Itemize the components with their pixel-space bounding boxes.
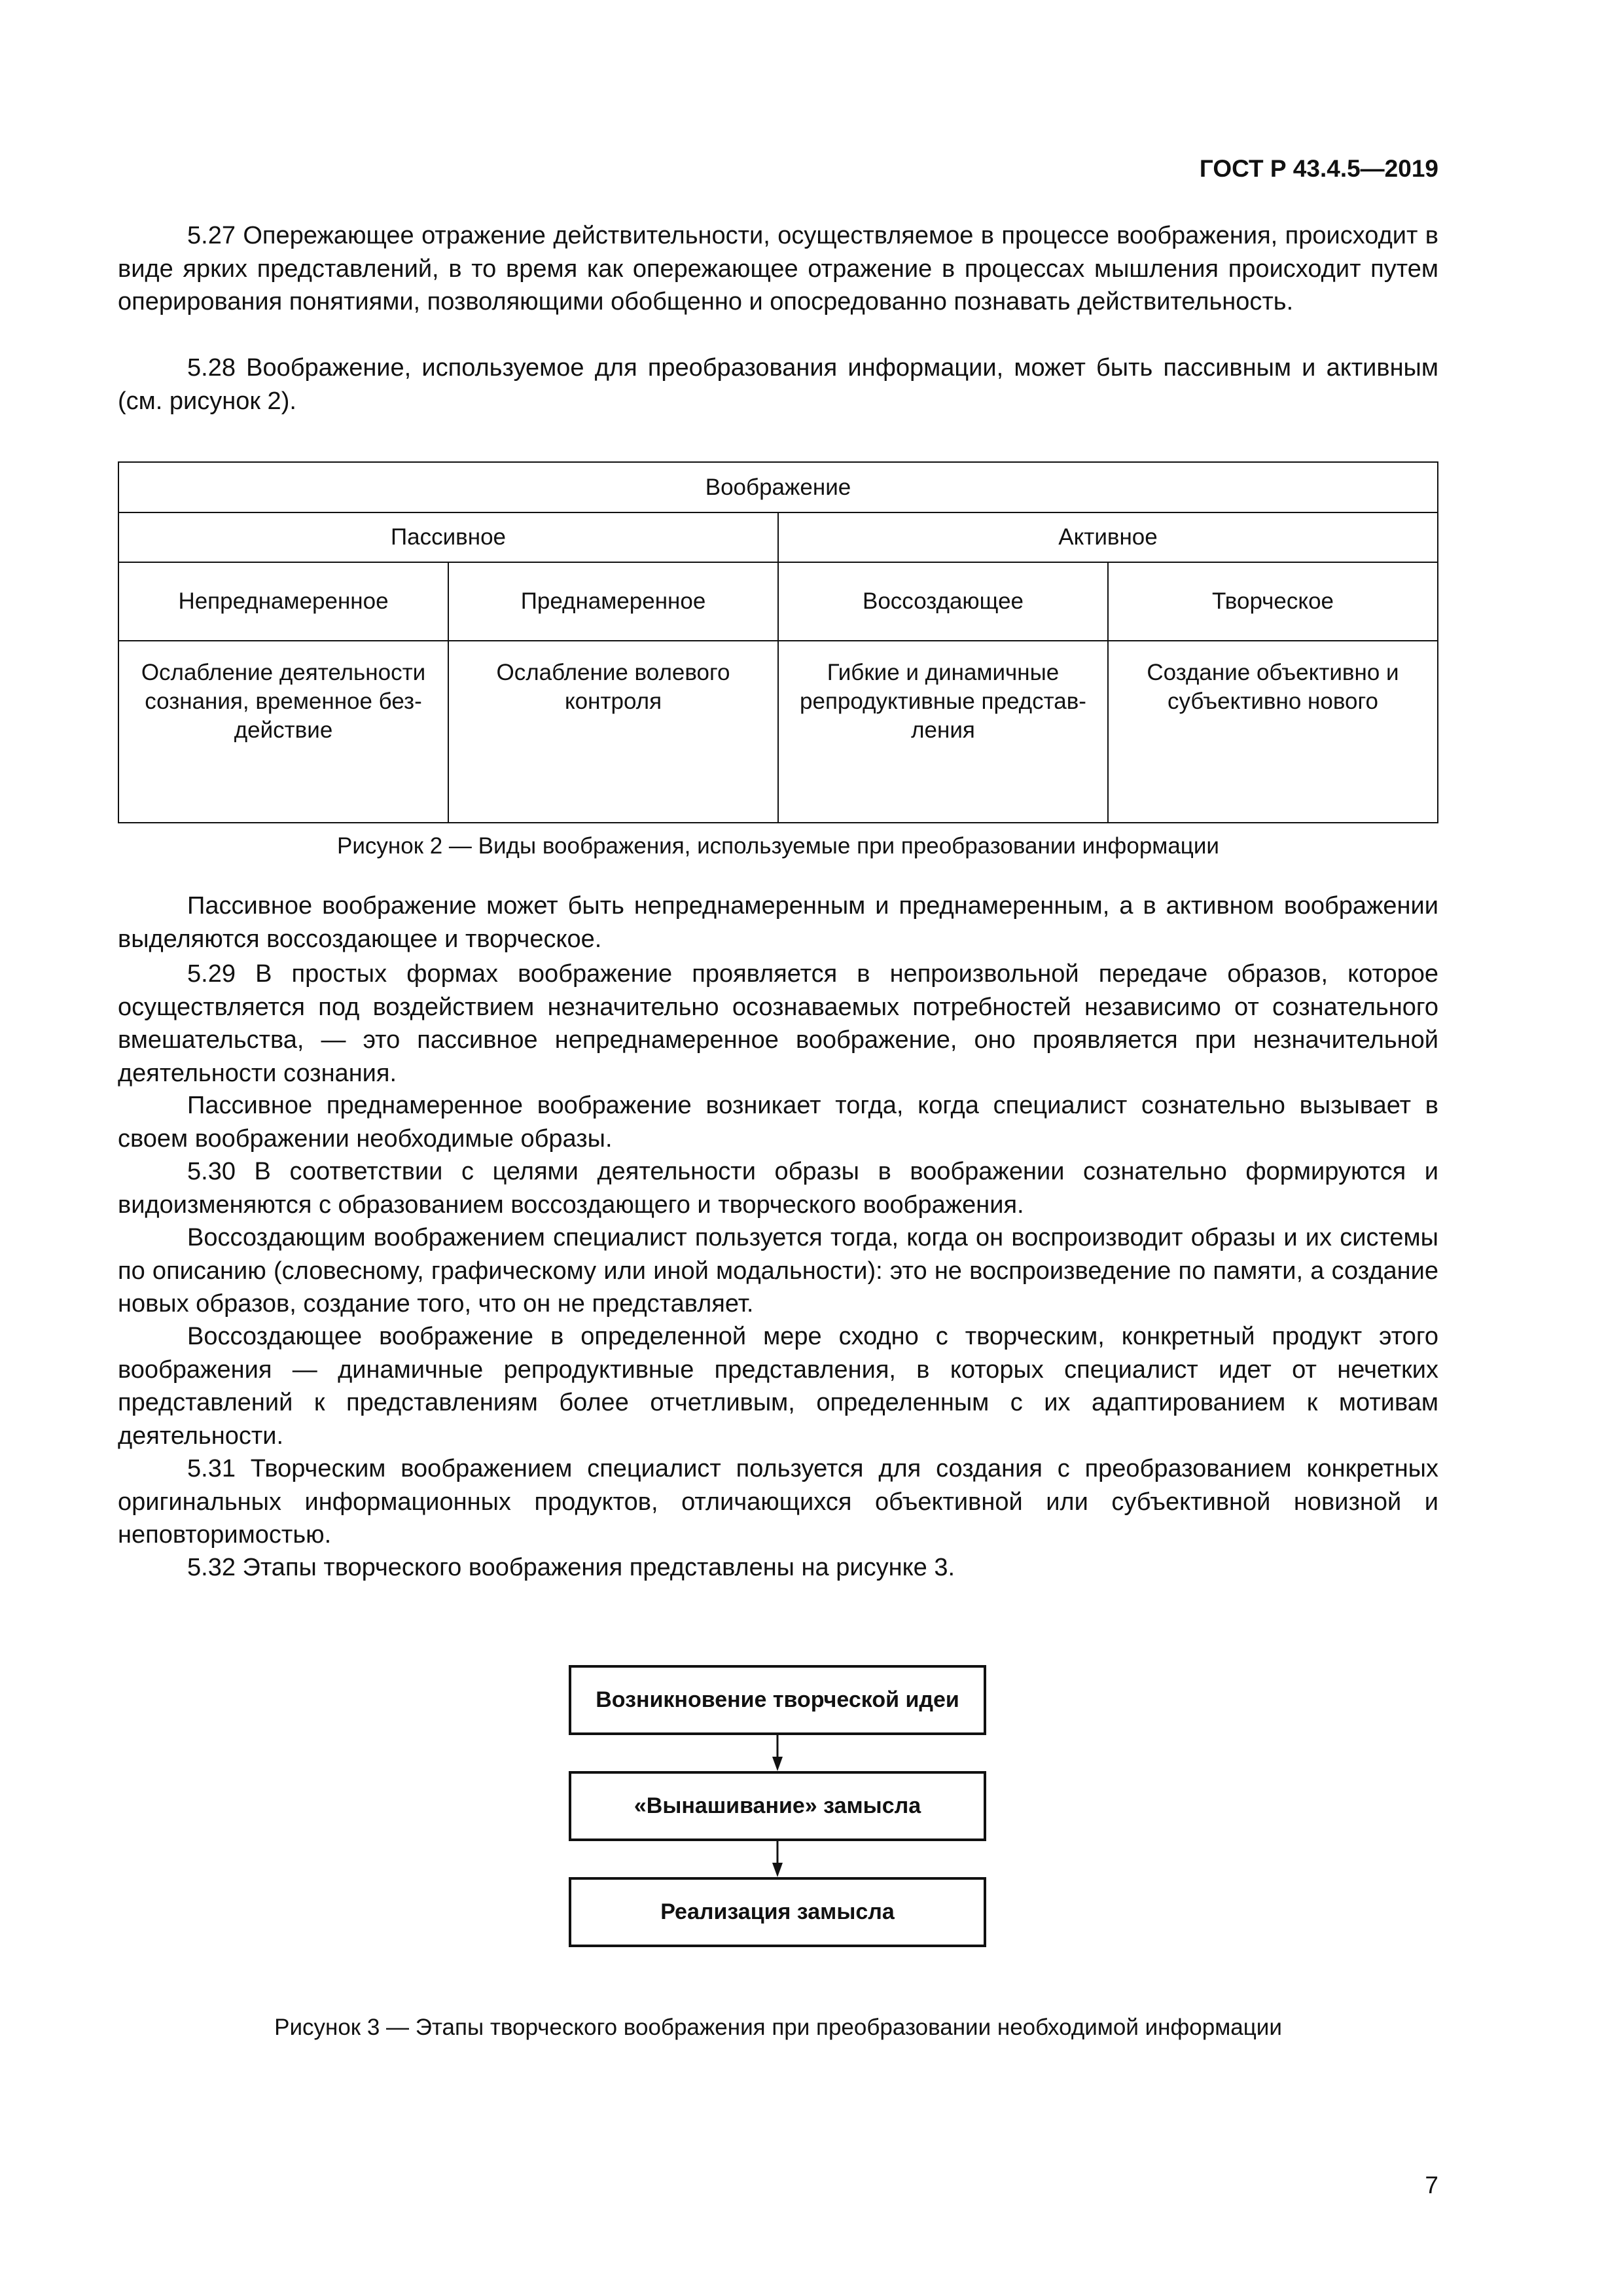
- description-cell-intentional: Ослабление волевого контроля: [448, 641, 778, 823]
- paragraph-5-27: 5.27 Опережающее отражение действительности, осуществляемое в процессе воображения, происходит в виде ярких представлений, в то время как опережающее отражение в процессах мышления происходит путем оперирования понятиями, позволяющими обобщенно и опосредованно познавать действительность.: [118, 222, 1438, 315]
- arrow-down-icon: [772, 1735, 783, 1771]
- active-header-cell: Активное: [778, 512, 1438, 562]
- description-cell-recreating: Гибкие и динамичные репродуктивные представ-ления: [778, 641, 1108, 823]
- document-code: ГОСТ Р 43.4.5—2019: [1199, 155, 1438, 182]
- type-cell-creative: Творческое: [1108, 562, 1438, 641]
- type-cell-unintentional: Непреднамеренное: [118, 562, 448, 641]
- figure-2-caption: Рисунок 2 — Виды воображения, используемые при преобразовании информации: [337, 833, 1219, 859]
- passive-header-cell: Пассивное: [118, 512, 778, 562]
- paragraph-passive-imagination: Пассивное воображение может быть непреднамеренным и преднамеренным, а в активном воображении выделяются воссоздающее и творческое.: [118, 892, 1438, 953]
- flow-step-idea: Возникновение творческой идеи: [569, 1665, 986, 1735]
- imagination-header-cell: Воображение: [118, 462, 1438, 512]
- figure-3-caption: Рисунок 3 — Этапы творческого воображения при преобразовании необходимой информации: [274, 2015, 1282, 2040]
- flow-step-realization: Реализация замысла: [569, 1877, 986, 1947]
- flow-step-nurturing: «Вынашивание» замысла: [569, 1771, 986, 1841]
- paragraph-recreating-use: Воссоздающим воображением специалист пользуется тогда, когда он воспроизводит образы и их системы по описанию (словесному, графическому или иной модальности): это не воспроизведение по памяти, а создание новых образов, создание того, что он не представляет.: [118, 1224, 1438, 1318]
- page-number: 7: [1425, 2172, 1438, 2198]
- paragraph-5-32: 5.32 Этапы творческого воображения представлены на рисунке 3.: [187, 1554, 955, 1581]
- description-cell-creative: Создание объективно и субъективно нового: [1108, 641, 1438, 823]
- paragraph-5-28: 5.28 Воображение, используемое для преобразования информации, может быть пассивным и активным (см. рисунок 2).: [118, 354, 1438, 415]
- arrow-down-icon: [772, 1841, 783, 1877]
- paragraph-5-30: 5.30 В соответствии с целями деятельности образы в воображении сознательно формируются и видоизменяются с образованием воссоздающего и творческого воображения.: [118, 1158, 1438, 1219]
- paragraph-5-31: 5.31 Творческим воображением специалист пользуется для создания с преобразованием конкретных оригинальных информационных продуктов, отличающихся объективной или субъективной новизной и неповторимостью.: [118, 1455, 1438, 1549]
- paragraph-5-29: 5.29 В простых формах воображение проявляется в непроизвольной передаче образов, которое осуществляется под воздействием незначительно осознаваемых потребностей независимо от сознательного вмешательства, — это пассивное непреднамеренное воображение, оно проявляется при незначительной деятельности сознания.: [118, 960, 1438, 1087]
- type-cell-intentional: Преднамеренное: [448, 562, 778, 641]
- paragraph-recreating-similar: Воссоздающее воображение в определенной мере сходно с творческим, конкретный продукт этого воображения — динамичные репродуктивные представления, в которых специалист идет от нечетких представлений к представлениям более отчетливым, определенным с их адаптированием к мотивам деятельности.: [118, 1323, 1438, 1450]
- paragraph-passive-intentional: Пассивное преднамеренное воображение возникает тогда, когда специалист сознательно вызывает в своем воображении необходимые образы.: [118, 1092, 1438, 1153]
- type-cell-recreating: Воссоздающее: [778, 562, 1108, 641]
- description-cell-unintentional: Ослабление деятельности сознания, временное без-действие: [118, 641, 448, 823]
